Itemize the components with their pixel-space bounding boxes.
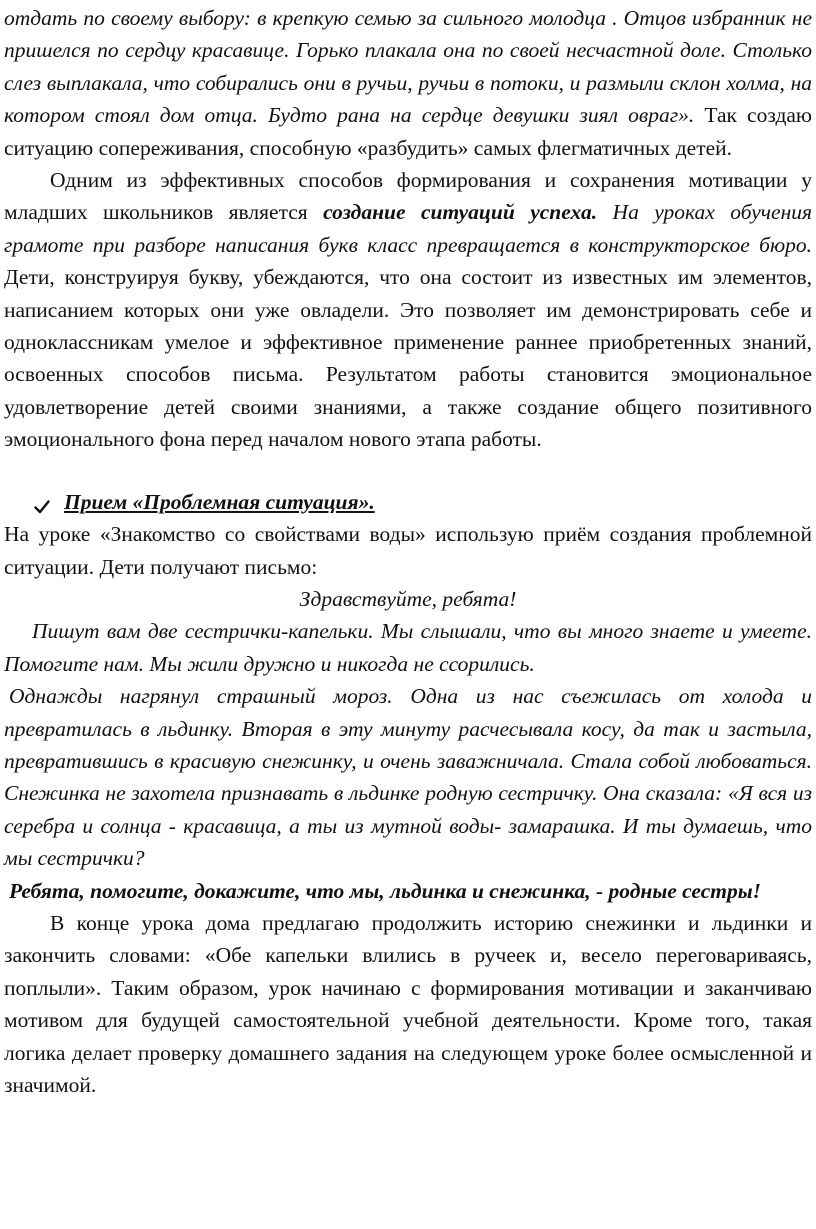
paragraph-lesson-intro: На уроке «Знакомство со свойствами воды» использую приём создания проблемной ситуации. Дети получают письмо: (4, 522, 812, 579)
paragraph-success-situations (4, 164, 812, 456)
success-term: создание ситуаций успеха. (323, 200, 598, 225)
letter-paragraph-3: Ребята, помогите, докажите, что мы, льдинка и снежинка, - родные сестры! (9, 878, 761, 903)
checkmark-icon (34, 492, 50, 508)
letter-greeting: Здравствуйте, ребята! (299, 586, 517, 611)
letter-paragraph-1: Пишут вам две сестрички-капельки. Мы слышали, что вы много знаете и умеете. Помогите нам. Мы жили дружно и никогда не ссорились. (4, 619, 812, 676)
spacer (4, 456, 812, 486)
story-italic-text: отдать по своему выбору: в крепкую семью за сильного молодца . Отцов избранник не пришелся по сердцу красавице. Горько плакала она по своей несчастной доле. Столько слез выплакала, что собирались они в ручьи, ручьи в потоки, и размыли склон холма, на котором стоял дом отца. Будто рана на сердце девушки зиял овраг». (4, 6, 812, 128)
success-body-text: Дети, конструируя букву, убеждаются, что она состоит из известных им элементов, написанием которых они уже овладели. Это позволяет им демонстрировать себе и одноклассникам умелое и эффективное применение раннее приобретенных знаний, освоенных способов письма. Результатом работы становится эмоциональное удовлетворение детей своими знаниями, а также создание общего позитивного эмоционального фона перед началом нового этапа работы. (4, 265, 812, 452)
success-example-text: На уроках обучения грамоте при разборе написания букв класс превращается в конструкторское бюро. (4, 200, 812, 257)
story-comment-text: Так создаю ситуацию сопереживания, способную «разбудить» самых флегматичных детей. (4, 103, 812, 160)
success-intro-text: Одним из эффективных способов формирования и сохранения мотивации у младших школьников является (4, 168, 812, 225)
letter-paragraph-2: Однажды нагрянул страшный мороз. Одна из нас съежилась от холода и превратилась в льдинку. Вторая в эту минуту расчесывала косу, да так и застыла, превратившись в красивую снежинку, и очень заважничала. Стала собой любоваться. Снежинка не захотела признавать в льдинке родную сестричку. Она сказала: «Я вся из серебра и солнца - красавица, а ты из мутной воды- замарашка. И ты думаешь, что мы сестрички? (4, 684, 812, 871)
paragraph-homework: В конце урока дома предлагаю продолжить историю снежинки и льдинки и закончить словами: «Обе капельки влились в ручеек и, весело переговариваясь, поплыли». Таким образом, урок начинаю с формирования мотивации и заканчиваю мотивом для будущей самостоятельной учебной деятельности. Кроме того, такая логика делает проверку домашнего задания на следующем уроке более осмысленной и значимой. (4, 910, 812, 1097)
section-heading-text: Прием «Проблемная ситуация». (64, 489, 375, 514)
paragraph-story-end (4, 2, 812, 164)
section-heading (4, 486, 812, 518)
